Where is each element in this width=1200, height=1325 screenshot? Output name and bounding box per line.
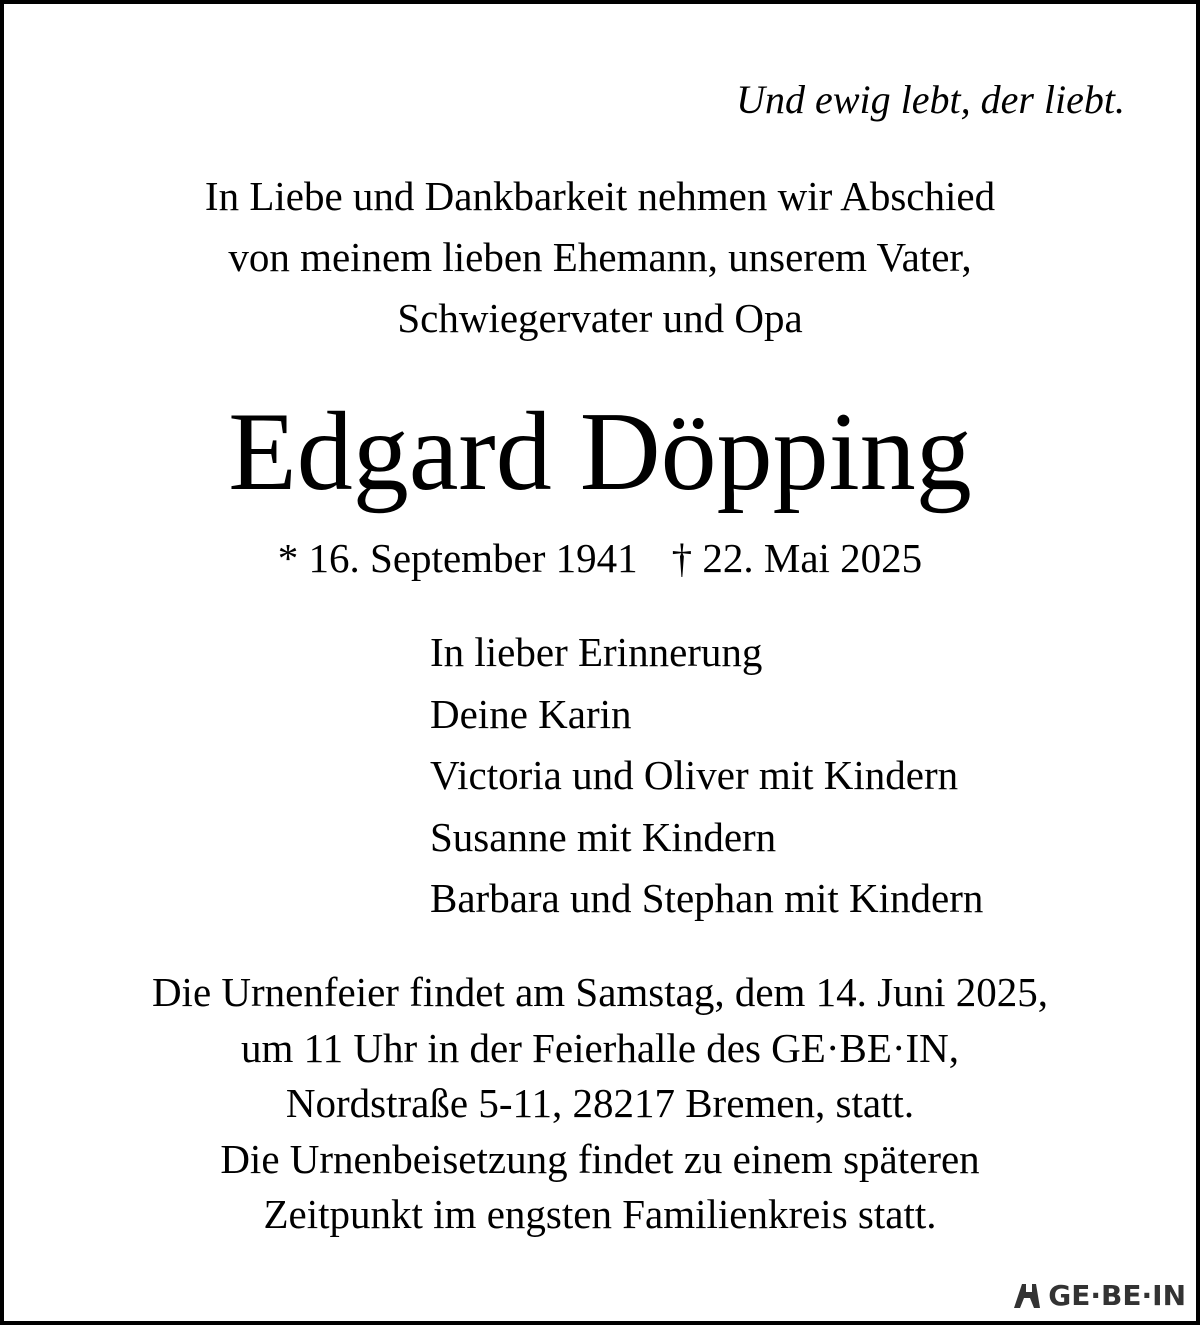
death-date: † 22. Mai 2025 [671,535,923,581]
ceremony-info [0,965,1200,1243]
intro-line: von meinem lieben Ehemann, unserem Vater, [228,234,972,280]
mourner-line: Deine Karin [430,690,632,737]
ceremony-line: Die Urnenfeier findet am Samstag, dem 14. Juni 2025, [151,969,1049,1015]
gebein-logo [1012,1277,1186,1313]
mourners-list [430,622,983,930]
deceased-name: Edgard Döpping [228,390,972,514]
motto: Und ewig lebt, der liebt. [736,77,1125,122]
ceremony-line: um 11 Uhr in der Feierhalle des GE·BE·IN, [240,1024,960,1071]
ceremony-line: Die Urnenbeisetzung findet zu einem späteren [220,1135,980,1182]
mourner-line: Susanne mit Kindern [430,813,777,860]
mourner-line: Barbara und Stephan mit Kindern [430,875,984,921]
gebein-mark-icon [1012,1280,1042,1310]
intro-line: Schwiegervater und Opa [397,295,803,341]
ceremony-line: Nordstraße 5-11, 28217 Bremen, statt. [285,1080,915,1126]
ceremony-line: Zeitpunkt im engsten Familienkreis statt. [263,1191,937,1237]
intro-line: In Liebe und Dankbarkeit nehmen wir Abschied [204,173,996,219]
mourner-line: Victoria und Oliver mit Kindern [430,752,959,798]
life-dates [0,530,1200,586]
mourner-line: In lieber Erinnerung [430,629,763,675]
birth-date: * 16. September 1941 [277,535,638,581]
gebein-logo-text: GE·BE·IN [1048,1278,1186,1312]
intro-text [0,166,1200,349]
